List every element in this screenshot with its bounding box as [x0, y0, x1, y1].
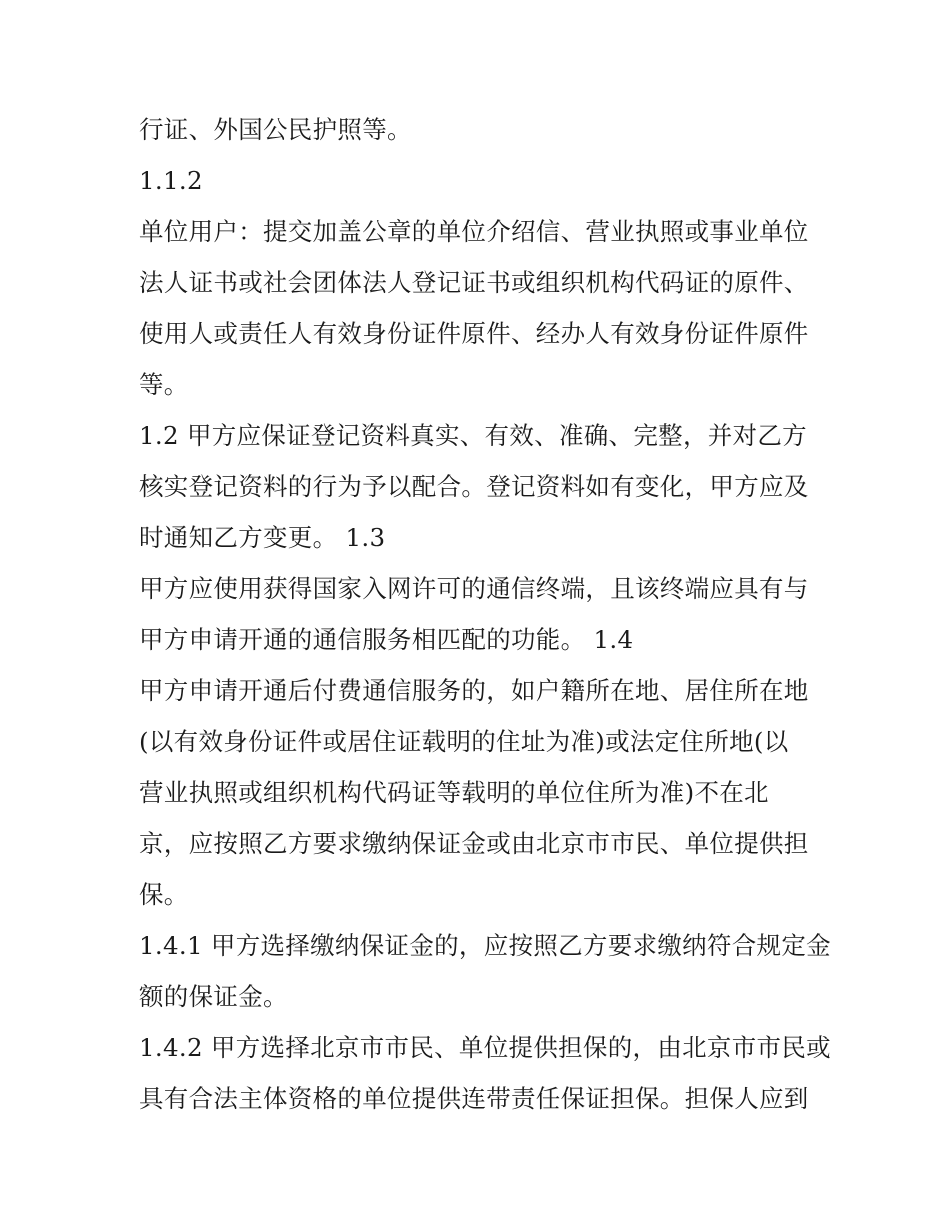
section-number: 1.1.2: [139, 166, 203, 195]
text-line: 核实登记资料的行为予以配合。登记资料如有变化，甲方应及: [139, 472, 809, 501]
text-line: 甲方应使用获得国家入网许可的通信终端，且该终端应具有与: [139, 574, 809, 603]
document-body: [139, 104, 831, 1124]
text-line: 京，应按照乙方要求缴纳保证金或由北京市市民、单位提供担: [139, 829, 809, 858]
text-line: 法人证书或社会团体法人登记证书或组织机构代码证的原件、: [139, 268, 809, 297]
text-line: 等。: [139, 370, 189, 399]
text-line: 1.4.2 甲方选择北京市市民、单位提供担保的，由北京市市民或: [139, 1033, 831, 1062]
text-line: 具有合法主体资格的单位提供连带责任保证担保。担保人应到: [139, 1084, 809, 1113]
text-line: 单位用户：提交加盖公章的单位介绍信、营业执照或事业单位: [139, 217, 809, 246]
text-line: 额的保证金。: [139, 982, 288, 1011]
text-line: 使用人或责任人有效身份证件原件、经办人有效身份证件原件: [139, 319, 809, 348]
text-line: 保。: [139, 880, 189, 909]
text-line: 营业执照或组织机构代码证等载明的单位住所为准)不在北: [139, 778, 769, 807]
text-line: (以有效身份证件或居住证载明的住址为准)或法定住所地(以: [139, 727, 789, 756]
text-line: 1.4.1 甲方选择缴纳保证金的，应按照乙方要求缴纳符合规定金: [139, 931, 831, 960]
text-line: 行证、外国公民护照等。: [139, 115, 412, 144]
text-line: 时通知乙方变更。 1.3: [139, 523, 386, 552]
text-line: 甲方申请开通的通信服务相匹配的功能。 1.4: [139, 625, 634, 654]
text-line: 甲方申请开通后付费通信服务的，如户籍所在地、居住所在地: [139, 676, 809, 705]
text-line: 1.2 甲方应保证登记资料真实、有效、准确、完整，并对乙方: [139, 421, 807, 450]
